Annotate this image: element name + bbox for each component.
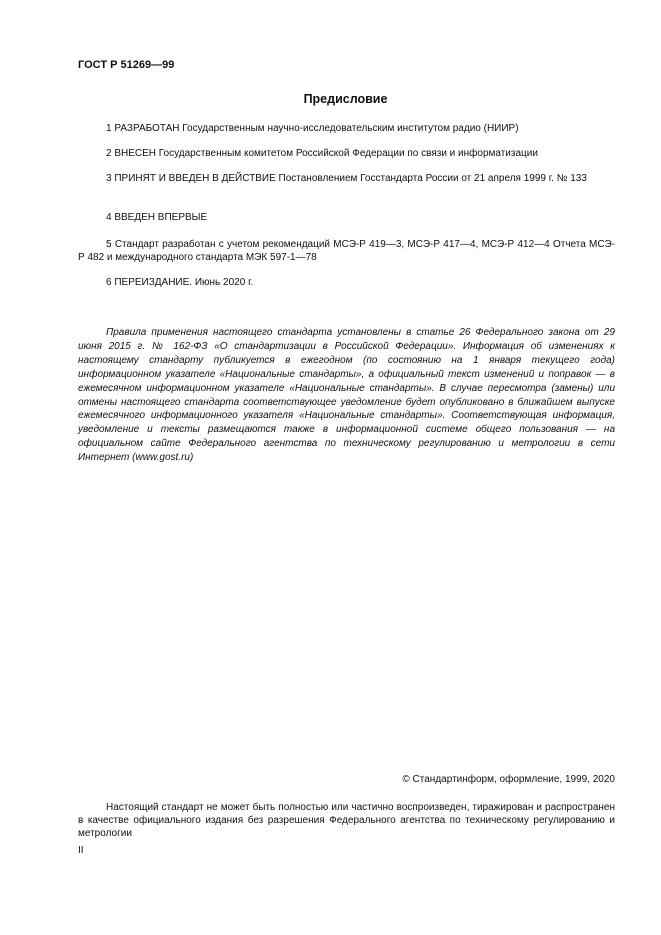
reproduction-notice: Настоящий стандарт не может быть полностью или частично воспроизведен, тиражирован и распространен в качестве официального издания без разрешения Федерального агентства по техническому регулированию и метрологии <box>78 802 615 839</box>
document-code: ГОСТ Р 51269—99 <box>78 59 175 71</box>
preface-item-1 <box>78 122 615 135</box>
preface-item-text: 3 ПРИНЯТ И ВВЕДЕН В ДЕЙСТВИЕ Постановлением Госстандарта России от 21 апреля 1999 г. № 133 <box>106 173 587 184</box>
preface-title: Предисловие <box>303 92 388 106</box>
standard-application-notice: Правила применения настоящего стандарта установлены в статье 26 Федерального закона от 29 июня 2015 г. № 162-ФЗ «О стандартизации в Российской Федерации». Информация об изменениях к настоящему стандарту публикуется в ежегодном (по состоянию на 1 января текущего года) информационном указателе «Национальные стандарты», а официальный текст изменений и поправок — в ежемесячном информационном указателе «Национальные стандарты». В случае пересмотра (замены) или отмены настоящего стандарта соответствующее уведомление будет опубликовано в ближайшем выпуске ежемесячного информационного указателя «Национальные стандарты». Соответствующая информация, уведомление и тексты размещаются также в информационной системе общего пользования — на официальном сайте Федерального агентства по техническому регулированию и метрологии в сети Интернет (www.gost.ru) <box>78 327 615 464</box>
preface-item-text: 2 ВНЕСЕН Государственным комитетом Российской Федерации по связи и информатизации <box>106 148 538 159</box>
preface-item-text: 5 Стандарт разработан с учетом рекомендаций МСЭ-Р 419—3, МСЭ-Р 417—4, МСЭ-Р 412—4 Отчета МСЭ-Р 482 и международного стандарта МЭК 597-1—78 <box>78 239 615 263</box>
preface-item-text: 6 ПЕРЕИЗДАНИЕ. Июнь 2020 г. <box>106 277 254 288</box>
preface-item-6 <box>78 276 615 289</box>
preface-item-4 <box>78 211 615 224</box>
preface-item-5 <box>78 238 615 264</box>
preface-item-text: 1 РАЗРАБОТАН Государственным научно-исследовательским институтом радио (НИИР) <box>106 123 519 134</box>
copyright-line: © Стандартинформ, оформление, 1999, 2020 <box>402 774 615 785</box>
preface-item-3 <box>78 172 615 185</box>
preface-item-text: 4 ВВЕДЕН ВПЕРВЫЕ <box>106 212 208 223</box>
page-number: II <box>78 845 84 856</box>
preface-item-2 <box>78 147 615 160</box>
